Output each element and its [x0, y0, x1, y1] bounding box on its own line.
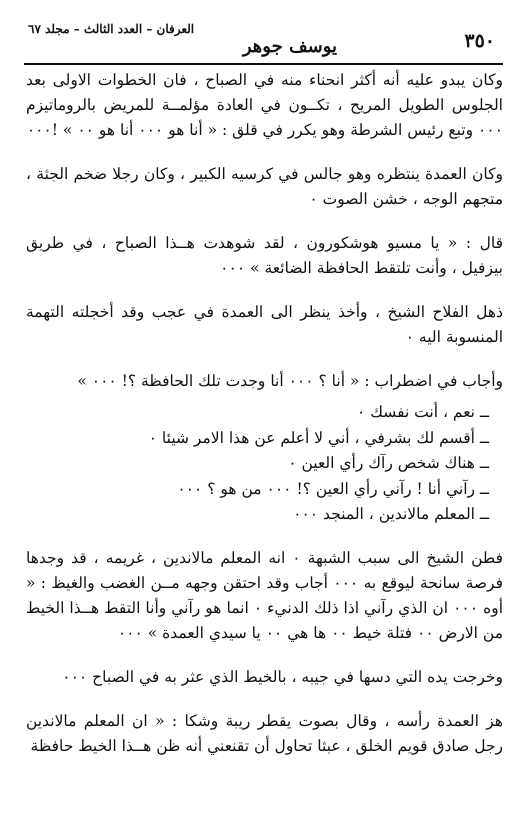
- paragraph: وكان يبدو عليه أنه أكثر انحناء منه في الصباح ، فان الخطوات الاولى بعد الجلوس الطويل المريح ، تكــون في العادة مؤلمــة للمريض بالروماتيزم ٠٠٠ وتبع رئيس الشرطة وهو يكرر في قلق : « أنا هو ٠٠٠ أنا هو ٠٠ » !٠٠٠: [26, 71, 503, 139]
- paragraph: ذهل الفلاح الشيخ ، وأخذ ينظر الى العمدة في عجب وقد أخجلته التهمة المنسوبة اليه ٠: [26, 303, 503, 346]
- author-name: يوسف جوهر: [242, 36, 337, 57]
- dialogue-line: ــ نعم ، أنت نفسك ٠: [356, 403, 489, 421]
- header-rule: [24, 63, 503, 65]
- paragraph: فطن الشيخ الى سبب الشبهة ٠ انه المعلم مالاندين ، غريمه ، قد وجدها فرصة سانحة ليوقع به ٠٠٠ أجاب وقد احتقن وجهه مــن الغضب والغيظ : « أوه ٠٠٠ ان الذي رآني اذا ذلك الدنيء ٠ انما هو رآني وأنا التقط هــذا الخيط من الارض ٠٠ فتلة خيط ٠٠ ها هي ٠٠ يا سيدي العمدة » ٠٠٠: [26, 548, 504, 642]
- paragraph: وكان العمدة ينتظره وهو جالس في كرسيه الكبير ، وكان رجلا ضخم الجثة ، متجهم الوجه ، خشن الصوت ٠: [26, 165, 503, 208]
- page-body: [26, 68, 503, 778]
- paragraph: هز العمدة رأسه ، وقال بصوت يقطر ريبة وشكا : « ان المعلم مالاندين رجل صادق قويم الخلق ، عبثا تحاول أن تقنعني أنه ظن هــذا الخيط حافظة: [26, 711, 503, 755]
- dialogue-line: ــ هناك شخص رآك رأي العين ٠: [288, 454, 489, 472]
- dialogue-line: ــ أقسم لك بشرفي ، أني لا أعلم عن هذا الامر شيئا ٠: [148, 428, 489, 447]
- paragraph: قال : « يا مسيو هوشكورون ، لقد شوهدت هــذا الصباح ، في طريق بيزفيل ، وأنت تلتقط الحافظة الضائعة » ٠٠٠: [26, 234, 503, 277]
- page-number: ٣٥٠: [464, 30, 495, 52]
- paragraph: وخرجت يده التي دسها في جيبه ، بالخيط الذي عثر به في الصباح ٠٠٠: [62, 667, 503, 686]
- journal-title: العرفان – العدد الثالث – مجلد ٦٧: [28, 22, 195, 36]
- dialogue-list: [26, 400, 503, 528]
- dialogue-line: ــ رآني أنا ! رآني رأي العين ؟! ٠٠٠ من هو ؟ ٠٠٠: [177, 479, 489, 498]
- dialogue-line: ــ المعلم مالاندين ، المنجد ٠٠٠: [293, 505, 489, 523]
- paragraph: وأجاب في اضطراب : « أنا ؟ ٠٠٠ أنا وجدت تلك الحافظة ؟! ٠٠٠ »: [77, 372, 503, 390]
